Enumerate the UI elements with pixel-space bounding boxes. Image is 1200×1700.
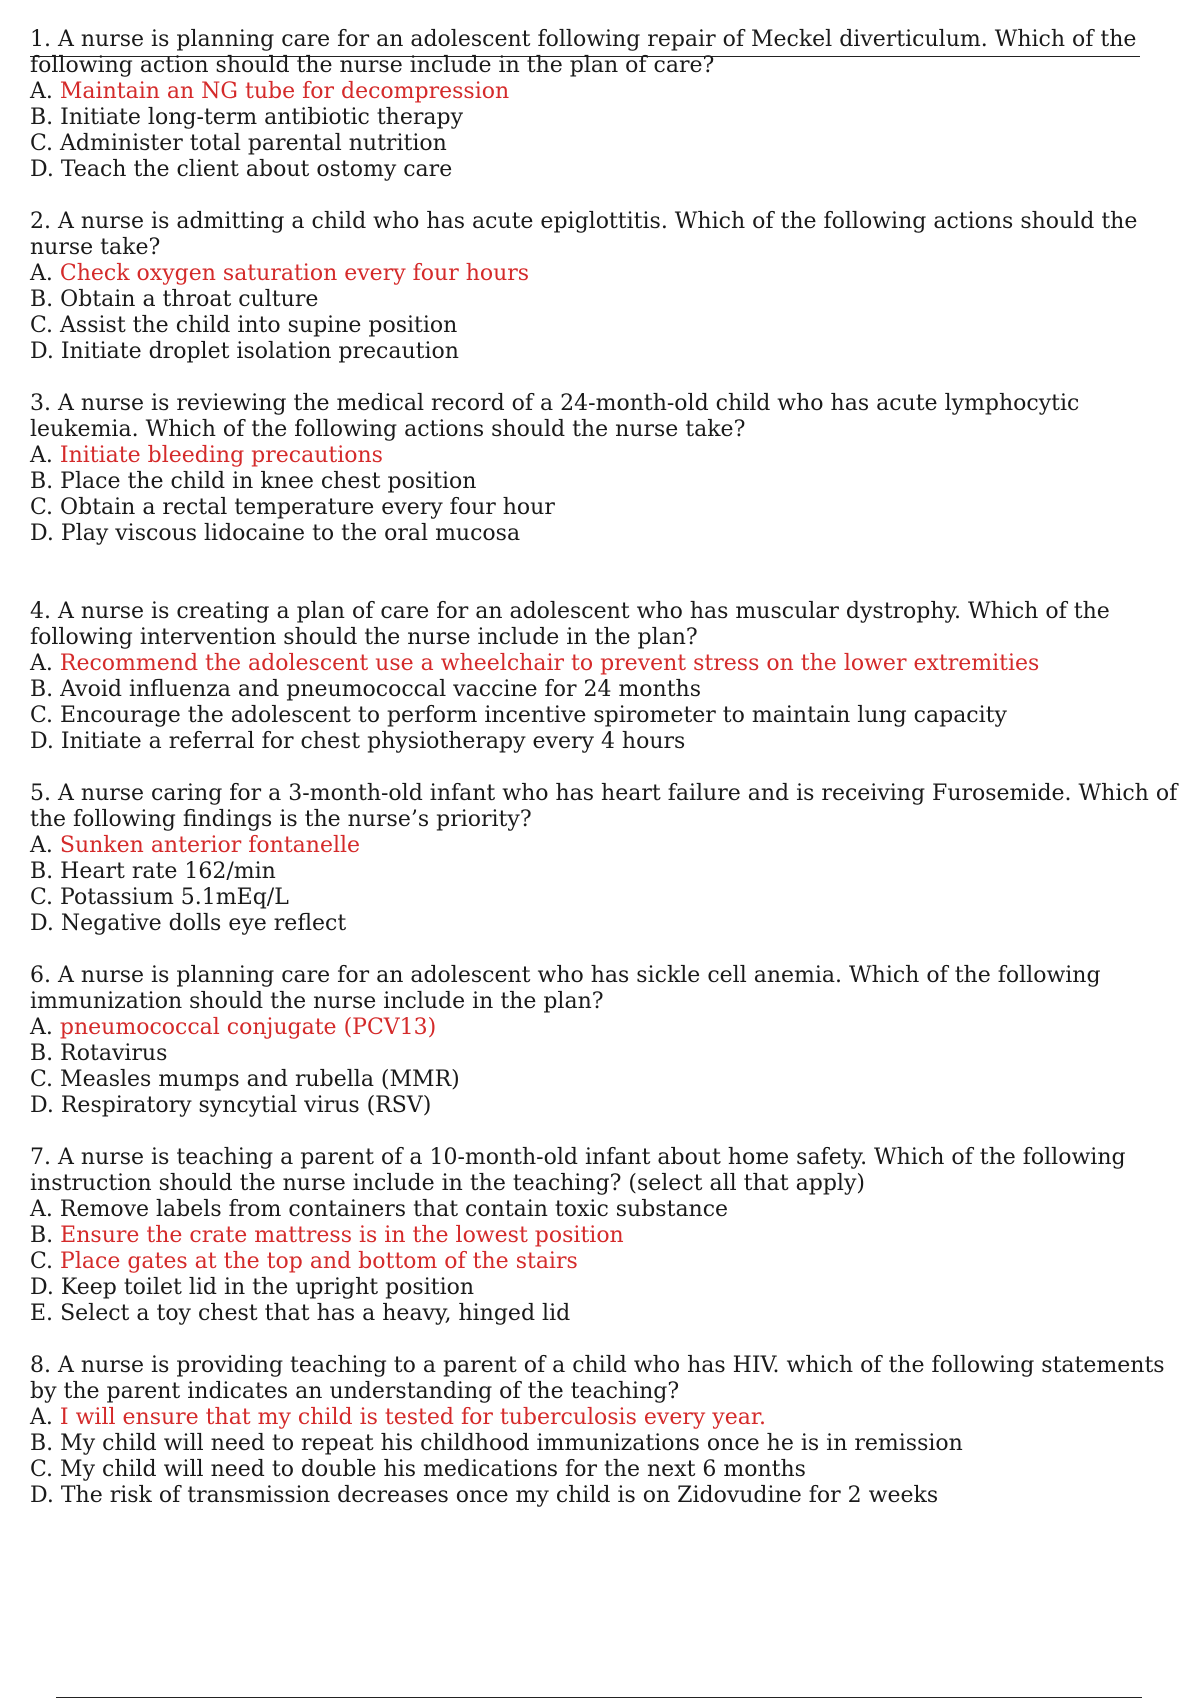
question-stem xyxy=(30,1145,1190,1197)
question-text: A nurse is providing teaching to a parent of a child who has HIV. which of the following statements by the parent indicates an understanding of the teaching? xyxy=(30,1353,1165,1404)
answer-option xyxy=(30,131,1190,157)
option-text: The risk of transmission decreases once my child is on Zidovudine for 2 weeks xyxy=(60,1483,939,1508)
answer-option-correct xyxy=(30,1223,1190,1249)
answer-option xyxy=(30,1093,1190,1119)
option-text: Potassium 5.1mEq/L xyxy=(60,885,289,910)
question-number: 7. xyxy=(30,1145,51,1170)
option-letter: D. xyxy=(30,911,54,936)
question-text: A nurse caring for a 3-month-old infant who has heart failure and is receiving Furosemide. Which of the following findings is the nurse’s priority? xyxy=(30,781,1178,832)
option-text: My child will need to double his medications for the next 6 months xyxy=(60,1457,806,1482)
option-letter: D. xyxy=(30,521,54,546)
option-text: Keep toilet lid in the upright position xyxy=(60,1275,475,1300)
option-text: Respiratory syncytial virus (RSV) xyxy=(60,1093,432,1118)
option-letter: D. xyxy=(30,729,54,754)
option-letter: A. xyxy=(30,651,53,676)
answer-option xyxy=(30,1197,1190,1223)
option-text: Assist the child into supine position xyxy=(60,313,458,338)
question-1 xyxy=(30,27,1190,183)
answer-option xyxy=(30,1067,1190,1093)
option-letter: B. xyxy=(30,677,54,702)
answer-option xyxy=(30,729,1190,755)
answer-option xyxy=(30,1041,1190,1067)
question-number: 5. xyxy=(30,781,51,806)
question-2 xyxy=(30,209,1190,365)
option-letter: D. xyxy=(30,1275,54,1300)
option-text: Check oxygen saturation every four hours xyxy=(59,261,530,286)
option-text: Obtain a throat culture xyxy=(60,287,319,312)
question-text: A nurse is planning care for an adolescent following repair of Meckel diverticulum. Which of the following action should the nurse include in the plan of care? xyxy=(30,27,1137,78)
question-5 xyxy=(30,781,1190,937)
question-number: 4. xyxy=(30,599,51,624)
question-number: 6. xyxy=(30,963,51,988)
option-text: Maintain an NG tube for decompression xyxy=(59,79,510,104)
option-letter: D. xyxy=(30,1093,54,1118)
question-3 xyxy=(30,391,1190,547)
option-text: Teach the client about ostomy care xyxy=(60,157,453,182)
answer-option-correct xyxy=(30,79,1190,105)
question-number: 8. xyxy=(30,1353,51,1378)
question-number: 1. xyxy=(30,27,51,52)
answer-option xyxy=(30,313,1190,339)
question-text: A nurse is creating a plan of care for an adolescent who has muscular dystrophy. Which of the following intervention should the nurse include in the plan? xyxy=(30,599,1110,650)
question-stem xyxy=(30,391,1190,443)
answer-option xyxy=(30,677,1190,703)
answer-option xyxy=(30,1301,1190,1327)
answer-option xyxy=(30,1275,1190,1301)
option-letter: E. xyxy=(30,1301,54,1326)
question-stem xyxy=(30,209,1190,261)
option-letter: A. xyxy=(30,1405,53,1430)
answer-option xyxy=(30,495,1190,521)
option-text: Avoid influenza and pneumococcal vaccine for 24 months xyxy=(60,677,702,702)
option-letter: B. xyxy=(30,287,54,312)
option-text: Recommend the adolescent use a wheelchair to prevent stress on the lower extremities xyxy=(59,651,1040,676)
option-letter: D. xyxy=(30,1483,54,1508)
option-letter: B. xyxy=(30,469,54,494)
option-text: Initiate bleeding precautions xyxy=(59,443,383,468)
option-text: Place the child in knee chest position xyxy=(60,469,477,494)
option-letter: A. xyxy=(30,443,53,468)
answer-option xyxy=(30,521,1190,547)
question-stem xyxy=(30,599,1190,651)
option-text: Remove labels from containers that contain toxic substance xyxy=(59,1197,729,1222)
option-letter: D. xyxy=(30,157,54,182)
option-text: Rotavirus xyxy=(60,1041,168,1066)
answer-option xyxy=(30,859,1190,885)
question-stem xyxy=(30,1353,1190,1405)
option-text: Negative dolls eye reflect xyxy=(60,911,347,936)
question-stem xyxy=(30,781,1190,833)
answer-option-correct xyxy=(30,1249,1190,1275)
answer-option-correct xyxy=(30,833,1190,859)
option-letter: C. xyxy=(30,131,54,156)
option-text: Administer total parental nutrition xyxy=(60,131,447,156)
question-8 xyxy=(30,1353,1190,1509)
option-text: Obtain a rectal temperature every four hour xyxy=(60,495,555,520)
answer-option xyxy=(30,911,1190,937)
answer-option-correct xyxy=(30,651,1190,677)
question-4 xyxy=(30,599,1190,755)
question-text: A nurse is admitting a child who has acute epiglottitis. Which of the following actions should the nurse take? xyxy=(30,209,1138,260)
answer-option xyxy=(30,105,1190,131)
option-letter: B. xyxy=(30,1223,54,1248)
option-letter: C. xyxy=(30,703,54,728)
option-text: Sunken anterior fontanelle xyxy=(59,833,361,858)
option-letter: C. xyxy=(30,1249,54,1274)
answer-option xyxy=(30,157,1190,183)
footer-rule xyxy=(56,1697,1142,1698)
question-7 xyxy=(30,1145,1190,1327)
option-text: Ensure the crate mattress is in the lowest position xyxy=(60,1223,624,1248)
option-letter: C. xyxy=(30,495,54,520)
question-text: A nurse is teaching a parent of a 10-month-old infant about home safety. Which of the following instruction should the nurse include in the teaching? (select all that apply) xyxy=(30,1145,1126,1196)
option-text: Measles mumps and rubella (MMR) xyxy=(60,1067,460,1092)
option-text: My child will need to repeat his childhood immunizations once he is in remission xyxy=(60,1431,963,1456)
question-number: 3. xyxy=(30,391,51,416)
answer-option-correct xyxy=(30,443,1190,469)
option-text: I will ensure that my child is tested for tuberculosis every year. xyxy=(59,1405,766,1430)
option-letter: A. xyxy=(30,79,53,104)
option-letter: D. xyxy=(30,339,54,364)
question-list xyxy=(30,27,1190,1509)
question-text: A nurse is reviewing the medical record of a 24-month-old child who has acute lymphocytic leukemia. Which of the following actions should the nurse take? xyxy=(30,391,1080,442)
option-letter: C. xyxy=(30,313,54,338)
question-stem xyxy=(30,963,1190,1015)
answer-option xyxy=(30,287,1190,313)
option-letter: B. xyxy=(30,859,54,884)
option-letter: A. xyxy=(30,833,53,858)
answer-option xyxy=(30,1483,1190,1509)
answer-option-correct xyxy=(30,1015,1190,1041)
answer-option xyxy=(30,703,1190,729)
answer-option-correct xyxy=(30,261,1190,287)
answer-option xyxy=(30,1457,1190,1483)
option-text: Select a toy chest that has a heavy, hinged lid xyxy=(60,1301,571,1326)
answer-option xyxy=(30,1431,1190,1457)
question-stem xyxy=(30,27,1190,79)
question-6 xyxy=(30,963,1190,1119)
answer-option xyxy=(30,339,1190,365)
option-text: Place gates at the top and bottom of the stairs xyxy=(60,1249,578,1274)
option-letter: B. xyxy=(30,105,54,130)
option-letter: A. xyxy=(30,261,53,286)
option-text: pneumococcal conjugate (PCV13) xyxy=(59,1015,437,1040)
option-letter: C. xyxy=(30,885,54,910)
option-text: Encourage the adolescent to perform incentive spirometer to maintain lung capacity xyxy=(60,703,1007,728)
answer-option xyxy=(30,469,1190,495)
option-text: Heart rate 162/min xyxy=(60,859,276,884)
option-letter: B. xyxy=(30,1431,54,1456)
option-text: Initiate droplet isolation precaution xyxy=(60,339,459,364)
option-letter: B. xyxy=(30,1041,54,1066)
answer-option-correct xyxy=(30,1405,1190,1431)
option-letter: C. xyxy=(30,1067,54,1092)
answer-option xyxy=(30,885,1190,911)
question-text: A nurse is planning care for an adolescent who has sickle cell anemia. Which of the following immunization should the nurse include in the plan? xyxy=(30,963,1101,1014)
option-text: Initiate a referral for chest physiotherapy every 4 hours xyxy=(60,729,686,754)
option-letter: C. xyxy=(30,1457,54,1482)
option-text: Play viscous lidocaine to the oral mucosa xyxy=(60,521,521,546)
option-letter: A. xyxy=(30,1015,53,1040)
question-number: 2. xyxy=(30,209,51,234)
option-letter: A. xyxy=(30,1197,53,1222)
option-text: Initiate long-term antibiotic therapy xyxy=(60,105,464,130)
